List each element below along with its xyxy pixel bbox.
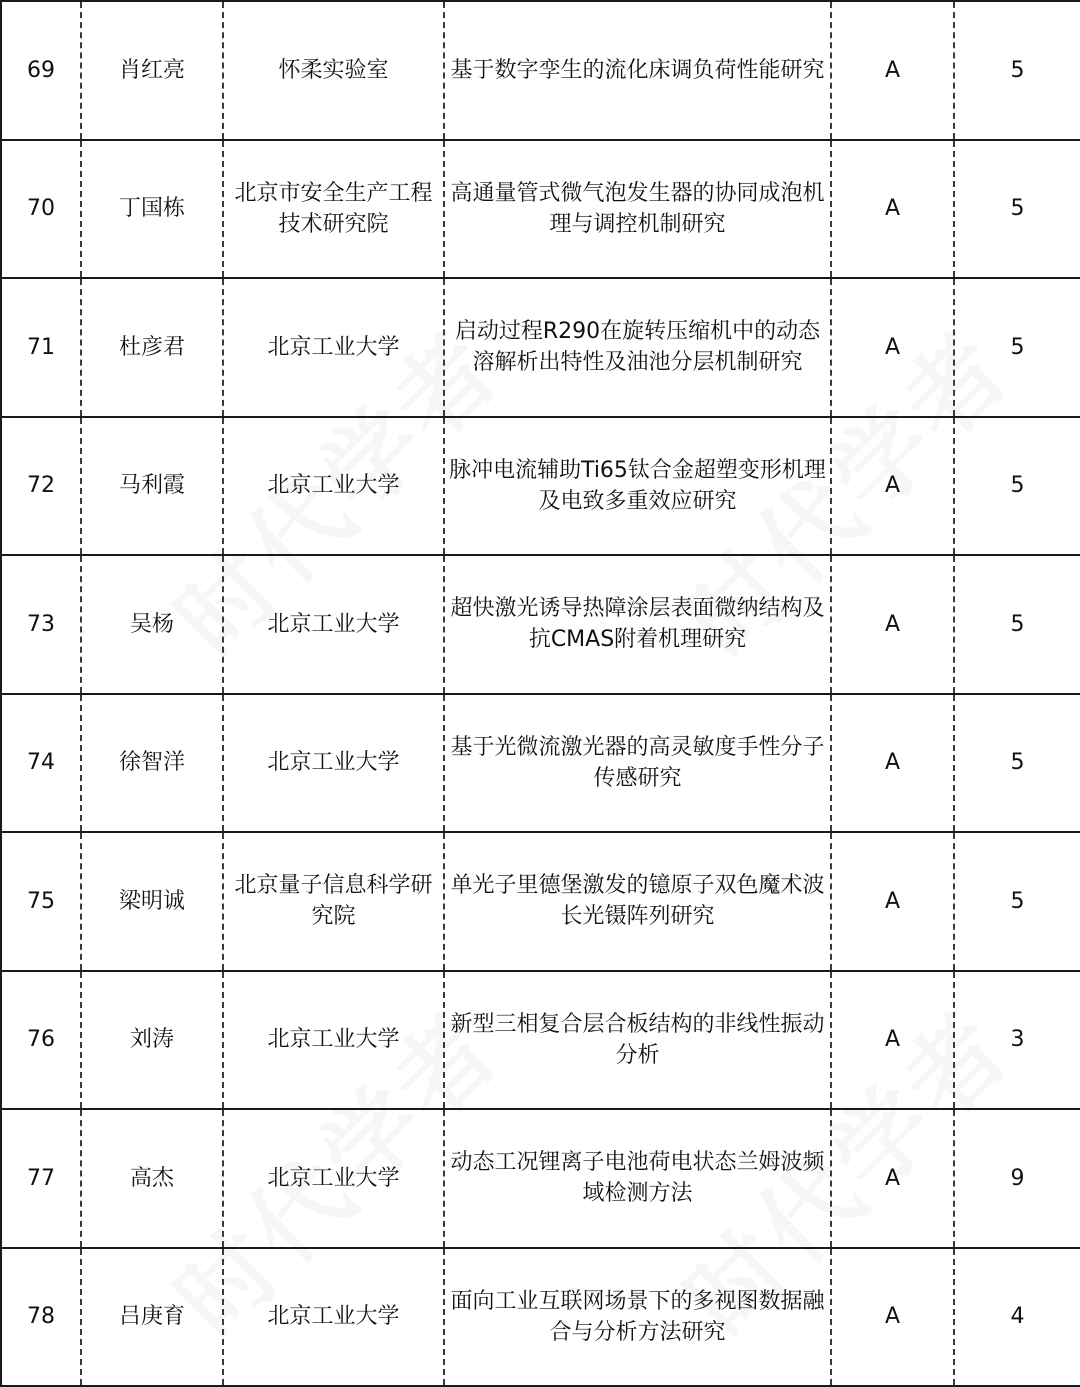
table-row: [1, 1248, 1080, 1387]
grade: A: [831, 1109, 954, 1248]
row-number: 69: [1, 1, 81, 140]
score: 5: [954, 140, 1080, 279]
grade: A: [831, 278, 954, 417]
organization-text: 北京工业大学: [267, 750, 400, 776]
grade: A: [831, 832, 954, 971]
grade: A: [831, 1, 954, 140]
organization: [223, 1, 444, 140]
project-topic: [444, 1, 831, 140]
person-name: 吕庚育: [81, 1248, 223, 1387]
organization-text: 北京工业大学: [267, 334, 400, 360]
organization: [223, 140, 444, 279]
project-topic-text: 动态工况锂离子电池荷电状态兰姆波频域检测方法: [450, 1150, 825, 1207]
score: 9: [954, 1109, 1080, 1248]
table-row: [1, 1109, 1080, 1248]
grade: A: [831, 555, 954, 694]
table-row: [1, 832, 1080, 971]
person-name: 马利霞: [81, 417, 223, 556]
project-topic: [444, 694, 831, 833]
row-number: 74: [1, 694, 81, 833]
organization: [223, 694, 444, 833]
score: 5: [954, 694, 1080, 833]
project-topic: [444, 832, 831, 971]
score: 5: [954, 1, 1080, 140]
organization-text: 北京工业大学: [267, 1027, 400, 1053]
grade: A: [831, 971, 954, 1110]
table-row: [1, 555, 1080, 694]
row-number: 70: [1, 140, 81, 279]
project-topic-text: 超快激光诱导热障涂层表面微纳结构及抗CMAS附着机理研究: [450, 596, 825, 653]
score: 3: [954, 971, 1080, 1110]
project-topic-text: 单光子里德堡激发的镱原子双色魔术波长光镊阵列研究: [450, 873, 825, 930]
score: 5: [954, 278, 1080, 417]
project-topic: [444, 417, 831, 556]
table-row: [1, 278, 1080, 417]
person-name: 高杰: [81, 1109, 223, 1248]
organization-text: 北京工业大学: [267, 473, 400, 499]
score: 4: [954, 1248, 1080, 1387]
table-row: [1, 694, 1080, 833]
organization-text: 北京工业大学: [267, 1304, 400, 1330]
organization: [223, 278, 444, 417]
row-number: 78: [1, 1248, 81, 1387]
person-name: 吴杨: [81, 555, 223, 694]
organization-text: 北京量子信息科学研究院: [234, 873, 433, 930]
row-number: 73: [1, 555, 81, 694]
organization: [223, 832, 444, 971]
project-topic: [444, 140, 831, 279]
project-topic-text: 面向工业互联网场景下的多视图数据融合与分析方法研究: [450, 1288, 825, 1345]
table-row: [1, 417, 1080, 556]
table-row: [1, 140, 1080, 279]
person-name: 杜彦君: [81, 278, 223, 417]
person-name: 刘涛: [81, 971, 223, 1110]
organization-text: 北京工业大学: [267, 1165, 400, 1191]
score: 5: [954, 417, 1080, 556]
project-topic-text: 脉冲电流辅助Ti65钛合金超塑变形机理及电致多重效应研究: [449, 457, 826, 514]
project-topic: [444, 278, 831, 417]
organization-text: 北京市安全生产工程技术研究院: [234, 180, 433, 237]
grade: A: [831, 1248, 954, 1387]
row-number: 72: [1, 417, 81, 556]
organization-text: 怀柔实验室: [278, 57, 389, 83]
person-name: 梁明诚: [81, 832, 223, 971]
row-number: 71: [1, 278, 81, 417]
grade: A: [831, 694, 954, 833]
row-number: 77: [1, 1109, 81, 1248]
score: 5: [954, 832, 1080, 971]
project-topic-text: 启动过程R290在旋转压缩机中的动态溶解析出特性及油池分层机制研究: [454, 319, 821, 376]
table-row: [1, 1, 1080, 140]
project-topic: [444, 1248, 831, 1387]
table-row: [1, 971, 1080, 1110]
row-number: 76: [1, 971, 81, 1110]
score: 5: [954, 555, 1080, 694]
row-number: 75: [1, 832, 81, 971]
organization: [223, 1248, 444, 1387]
person-name: 丁国栋: [81, 140, 223, 279]
organization: [223, 555, 444, 694]
project-topic-text: 新型三相复合层合板结构的非线性振动分析: [450, 1011, 825, 1068]
grade: A: [831, 140, 954, 279]
project-topic-text: 基于光微流激光器的高灵敏度手性分子传感研究: [450, 734, 825, 791]
grade: A: [831, 417, 954, 556]
project-topic: [444, 555, 831, 694]
organization: [223, 1109, 444, 1248]
person-name: 徐智洋: [81, 694, 223, 833]
project-topic-text: 基于数字孪生的流化床调负荷性能研究: [450, 57, 825, 83]
project-topic: [444, 1109, 831, 1248]
person-name: 肖红亮: [81, 1, 223, 140]
project-topic-text: 高通量管式微气泡发生器的协同成泡机理与调控机制研究: [450, 180, 825, 237]
organization-text: 北京工业大学: [267, 611, 400, 637]
project-topic: [444, 971, 831, 1110]
organization: [223, 417, 444, 556]
organization: [223, 971, 444, 1110]
